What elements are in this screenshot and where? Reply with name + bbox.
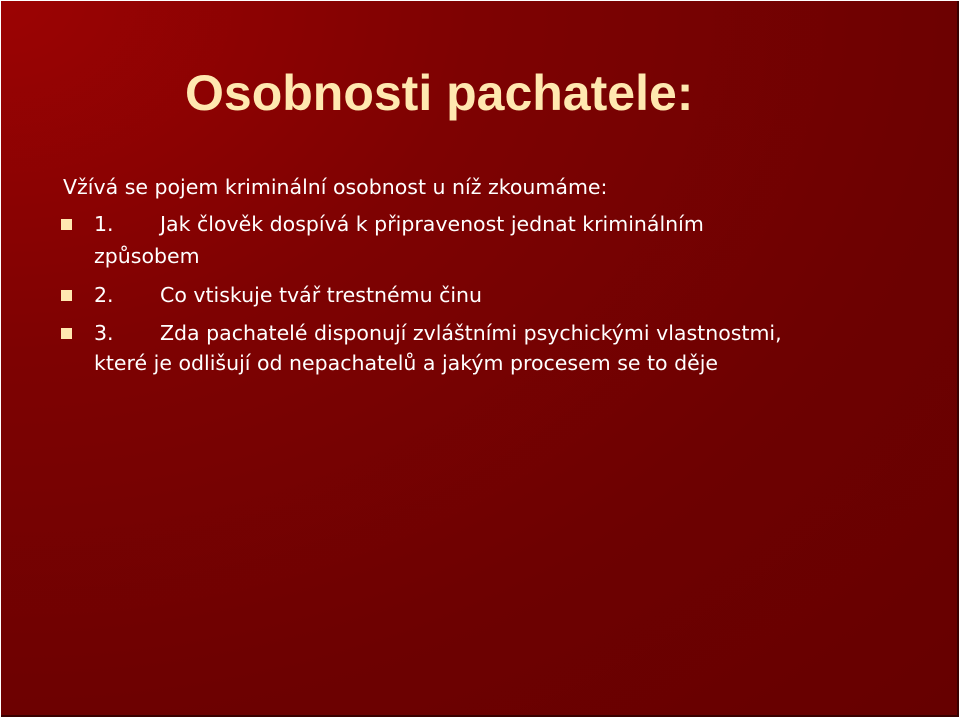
- item-number: 3.: [94, 321, 114, 345]
- item-text-continuation: které je odlišují od nepachatelů a jakým procesem se to děje: [94, 351, 719, 375]
- item-text-continuation: způsobem: [94, 244, 200, 268]
- item-text-line: Co vtiskuje tvář trestnému činu: [160, 283, 483, 307]
- square-bullet-icon: [61, 328, 72, 339]
- intro-text: Vžívá se pojem kriminální osobnost u níž zkoumáme:: [63, 175, 608, 199]
- item-text-line: Jak člověk dospívá k připravenost jednat kriminálním: [160, 212, 704, 236]
- slide: [1, 1, 959, 717]
- item-text-line: Zda pachatelé disponují zvláštními psychickými vlastnostmi,: [160, 321, 782, 345]
- item-number: 1.: [94, 212, 114, 236]
- square-bullet-icon: [61, 219, 72, 230]
- slide-title: Osobnosti pachatele:: [185, 65, 694, 121]
- item-number: 2.: [94, 283, 114, 307]
- square-bullet-icon: [61, 290, 72, 301]
